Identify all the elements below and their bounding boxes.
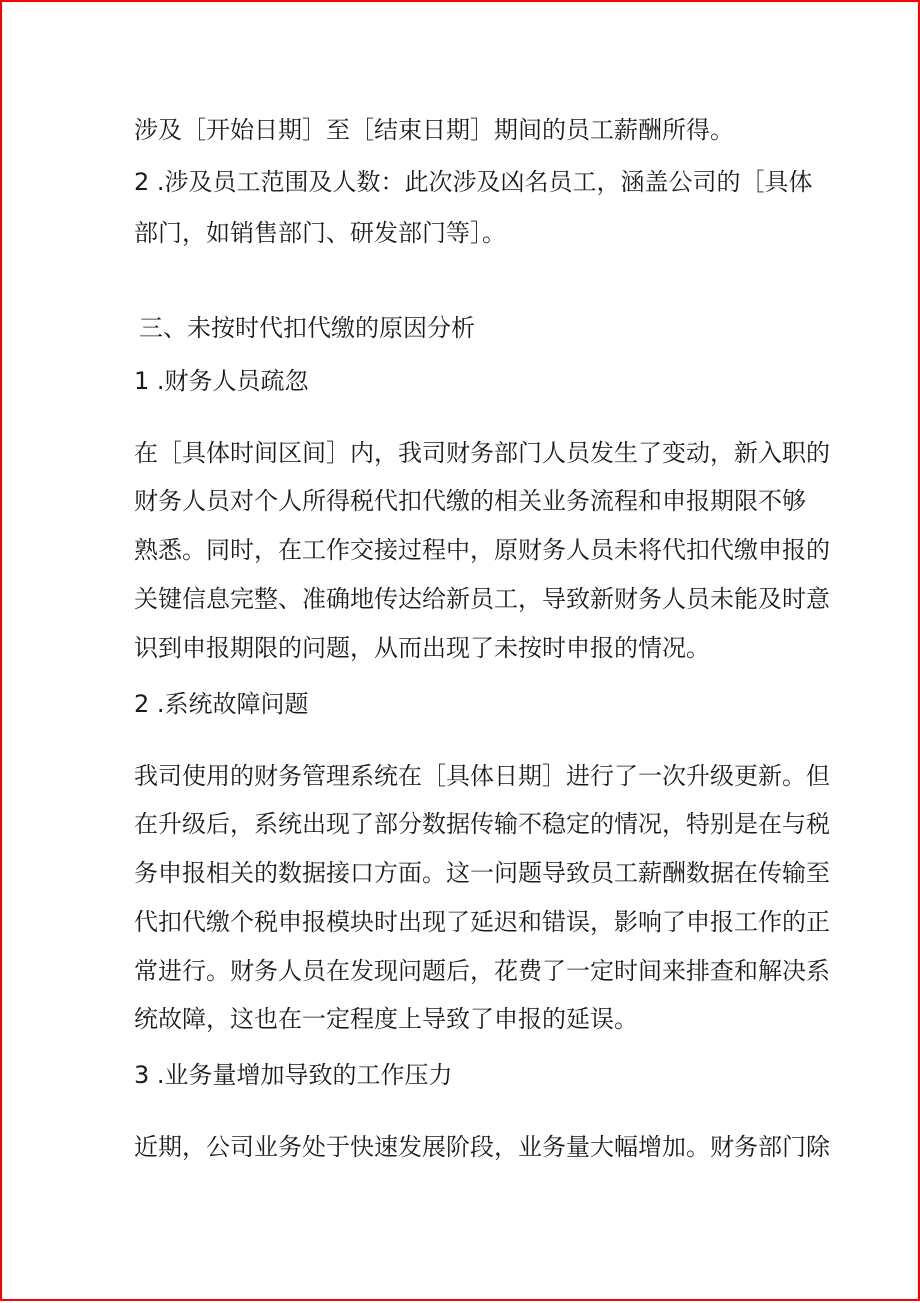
paragraph-line: 识到申报期限的问题，从而出现了未按时申报的情况。 (134, 634, 710, 662)
paragraph-line: 涉及［开始日期］至［结束日期］期间的员工薪酬所得。 (134, 116, 734, 144)
subsection-heading: 2 .系统故障问题 (134, 690, 309, 718)
paragraph-line: 财务人员对个人所得税代扣代缴的相关业务流程和申报期限不够 (134, 487, 806, 515)
paragraph-line: 关键信息完整、准确地传达给新员工，导致新财务人员未能及时意 (134, 585, 830, 613)
list-item-line: 部门，如销售部门、研发部门等］。 (134, 219, 506, 247)
paragraph-line: 常进行。财务人员在发现问题后，花费了一定时间来排查和解决系 (134, 957, 830, 985)
paragraph-line: 熟悉。同时，在工作交接过程中，原财务人员未将代扣代缴申报的 (134, 536, 830, 564)
paragraph-line: 近期，公司业务处于快速发展阶段，业务量大幅增加。财务部门除 (134, 1133, 830, 1161)
subsection-heading: 1 .财务人员疏忽 (134, 367, 309, 395)
list-item-line: 2 .涉及员工范围及人数：此次涉及凶名员工，涵盖公司的［具体 (134, 168, 813, 196)
paragraph-line: 在［具体时间区间］内，我司财务部门人员发生了变动，新入职的 (134, 439, 830, 467)
paragraph-line: 我司使用的财务管理系统在［具体日期］进行了一次升级更新。但 (134, 762, 830, 790)
subsection-heading: 3 .业务量增加导致的工作压力 (134, 1061, 453, 1089)
section-heading: 三、未按时代扣代缴的原因分析 (139, 314, 475, 342)
paragraph-line: 统故障，这也在一定程度上导致了申报的延误。 (134, 1005, 638, 1033)
paragraph-line: 务申报相关的数据接口方面。这一问题导致员工薪酬数据在传输至 (134, 859, 830, 887)
document-body (2, 2, 920, 1303)
paragraph-line: 在升级后，系统出现了部分数据传输不稳定的情况，特别是在与税 (134, 810, 830, 838)
paragraph-line: 代扣代缴个税申报模块时出现了延迟和错误，影响了申报工作的正 (134, 908, 830, 936)
